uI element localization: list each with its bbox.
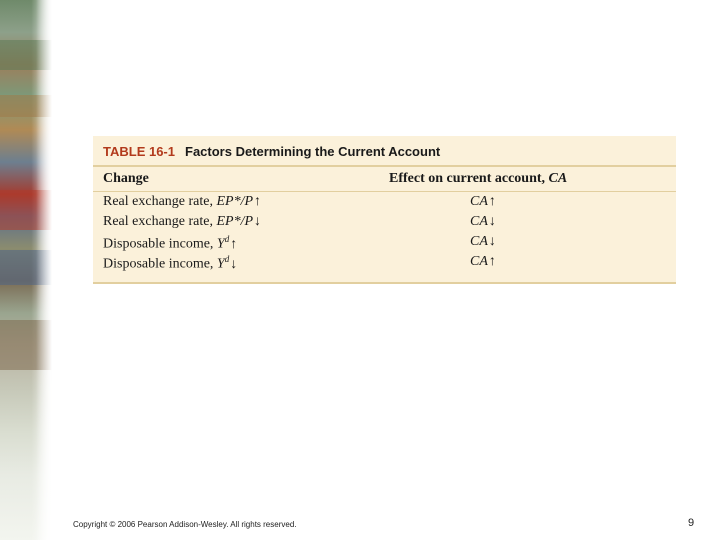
change-variable: EP*/P <box>216 214 254 229</box>
change-arrow: ↓ <box>254 214 262 229</box>
title-divider <box>93 165 676 167</box>
table-panel <box>93 136 676 284</box>
change-cell <box>103 234 237 253</box>
decorative-collage-strip <box>0 0 52 540</box>
change-cell <box>103 214 261 230</box>
change-variable: EP*/P <box>216 194 254 209</box>
header-divider <box>93 191 676 192</box>
page-number: 9 <box>688 517 695 529</box>
change-label: Disposable income, <box>103 256 217 272</box>
change-label: Real exchange rate, <box>103 194 217 209</box>
table-number: TABLE 16-1 <box>103 144 175 159</box>
table-title-text: Factors Determining the Current Account <box>185 144 441 159</box>
change-superscript: d <box>224 234 230 244</box>
column-header-effect-var: CA <box>548 171 568 186</box>
effect-variable: CA <box>470 234 488 249</box>
effect-variable: CA <box>470 194 488 209</box>
change-arrow: ↓ <box>230 256 238 272</box>
table-row <box>93 234 676 254</box>
change-cell <box>103 254 237 273</box>
change-variable: Y <box>216 256 225 272</box>
change-variable: Y <box>216 236 225 252</box>
table-title <box>103 144 440 159</box>
copyright-notice: Copyright © 2006 Pearson Addison-Wesley. All rights reserved. <box>73 520 297 529</box>
column-header-change: Change <box>103 171 149 186</box>
effect-cell <box>470 194 496 210</box>
table-row <box>93 194 676 214</box>
effect-variable: CA <box>470 214 488 229</box>
effect-arrow: ↓ <box>488 234 496 249</box>
effect-arrow: ↑ <box>488 254 496 269</box>
effect-cell <box>470 214 496 230</box>
change-label: Real exchange rate, <box>103 214 217 229</box>
effect-arrow: ↓ <box>488 214 496 229</box>
collage-fade <box>36 0 52 540</box>
column-header-effect <box>389 171 567 187</box>
change-arrow: ↑ <box>254 194 262 209</box>
column-header-effect-text: Effect on current account, <box>389 171 549 186</box>
effect-cell <box>470 234 496 250</box>
effect-variable: CA <box>470 254 488 269</box>
change-label: Disposable income, <box>103 236 217 252</box>
change-arrow: ↑ <box>230 236 238 252</box>
change-superscript: d <box>224 254 230 264</box>
effect-cell <box>470 254 496 270</box>
effect-arrow: ↑ <box>488 194 496 209</box>
change-cell <box>103 194 261 210</box>
table-row <box>93 254 676 274</box>
table-row <box>93 214 676 234</box>
